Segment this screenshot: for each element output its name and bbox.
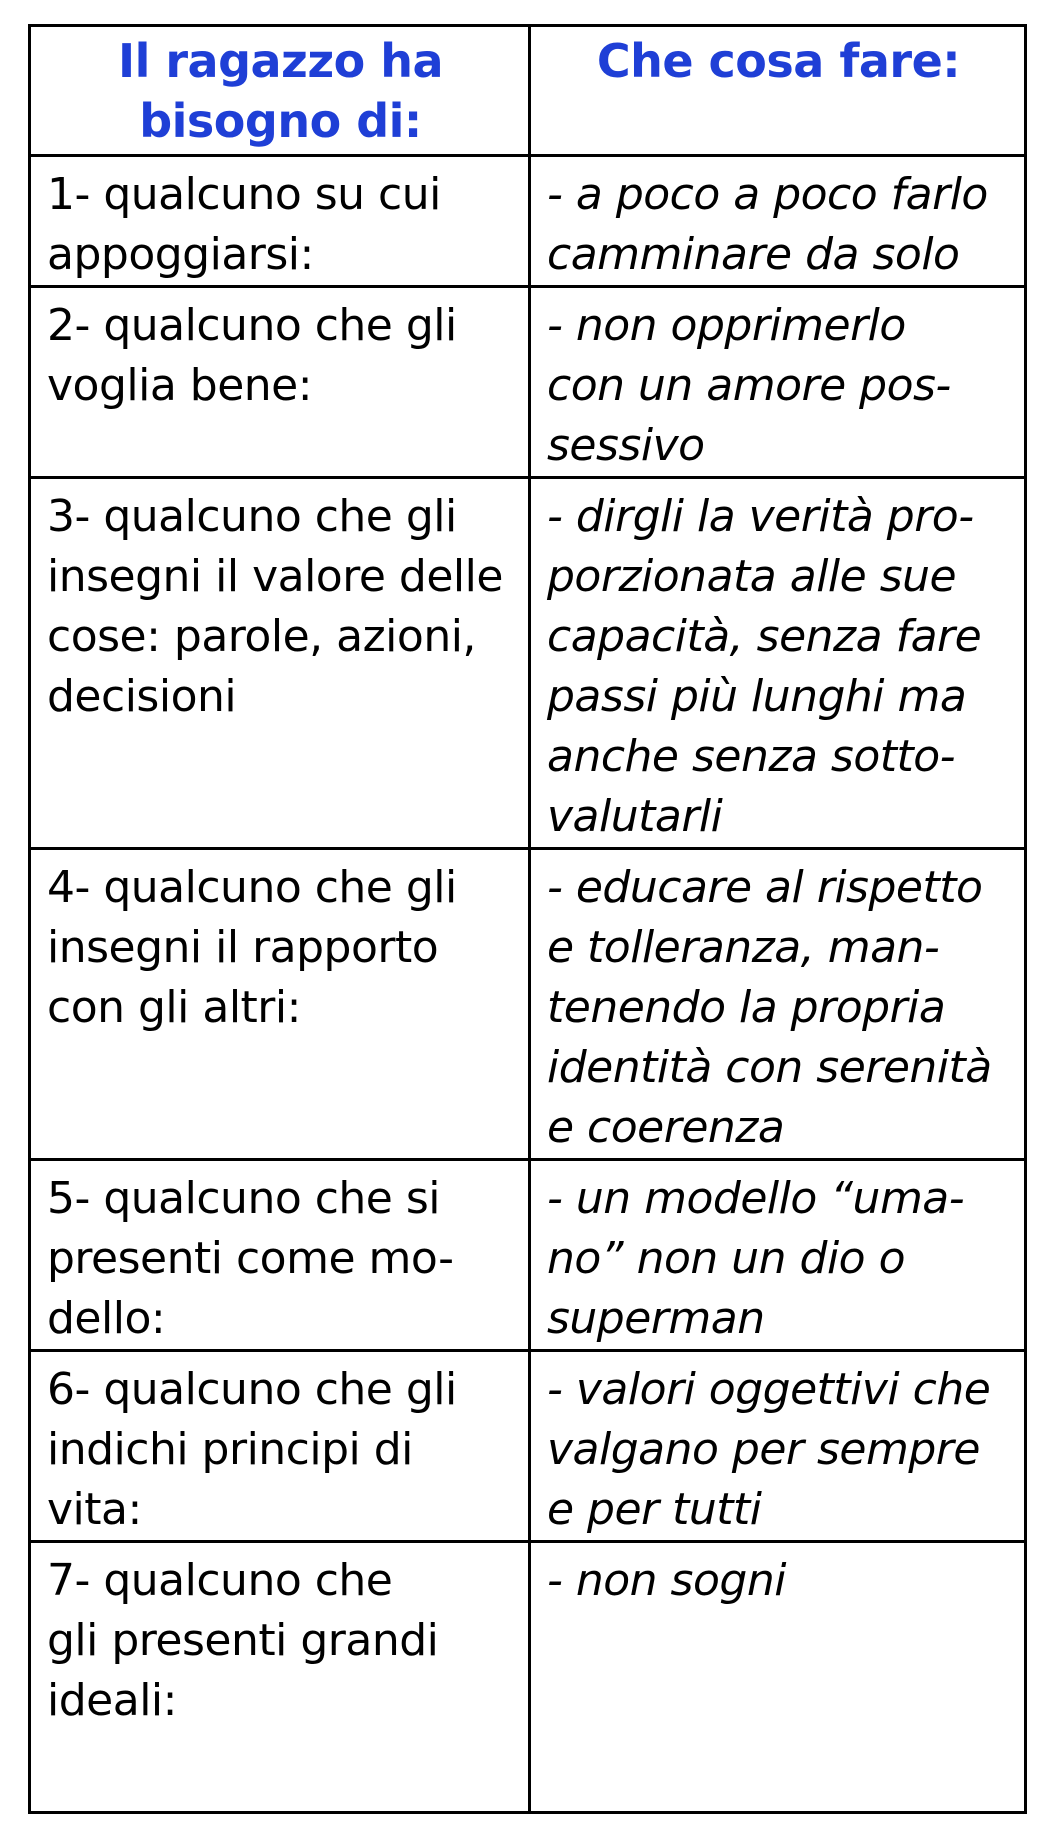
action-cell-1: - a poco a poco farlo camminare da solo bbox=[530, 156, 1026, 287]
table-row bbox=[30, 478, 1026, 849]
table-row bbox=[30, 1160, 1026, 1351]
need-cell-4: 4- qualcuno che gli insegni il rapporto con gli altri: bbox=[30, 849, 530, 1160]
table-row bbox=[30, 287, 1026, 478]
need-cell-1: 1- qualcuno su cui appoggiarsi: bbox=[30, 156, 530, 287]
action-cell-6: - valori oggettivi che valgano per sempre e per tutti bbox=[530, 1351, 1026, 1542]
action-cell-3: - dirgli la verità pro- porzionata alle sue capacità, senza fare passi più lunghi ma anche senza sotto- valutarli bbox=[530, 478, 1026, 849]
table-row bbox=[30, 1351, 1026, 1542]
action-cell-4: - educare al rispetto e tolleranza, man- tenendo la propria identità con serenità e coerenza bbox=[530, 849, 1026, 1160]
table-row bbox=[30, 1542, 1026, 1813]
header-row bbox=[30, 26, 1026, 156]
action-cell-2: - non opprimerlo con un amore pos- sessivo bbox=[530, 287, 1026, 478]
needs-table bbox=[28, 24, 1027, 1814]
action-cell-5: - un modello “uma- no” non un dio o superman bbox=[530, 1160, 1026, 1351]
header-need: Il ragazzo ha bisogno di: bbox=[30, 26, 530, 156]
table-row bbox=[30, 849, 1026, 1160]
need-cell-5: 5- qualcuno che si presenti come mo- dello: bbox=[30, 1160, 530, 1351]
table-row bbox=[30, 156, 1026, 287]
need-cell-2: 2- qualcuno che gli voglia bene: bbox=[30, 287, 530, 478]
need-cell-3: 3- qualcuno che gli insegni il valore delle cose: parole, azioni, decisioni bbox=[30, 478, 530, 849]
header-action: Che cosa fare: bbox=[530, 26, 1026, 156]
need-cell-6: 6- qualcuno che gli indichi principi di vita: bbox=[30, 1351, 530, 1542]
action-cell-7: - non sogni bbox=[530, 1542, 1026, 1813]
need-cell-7: 7- qualcuno che gli presenti grandi ideali: bbox=[30, 1542, 530, 1813]
